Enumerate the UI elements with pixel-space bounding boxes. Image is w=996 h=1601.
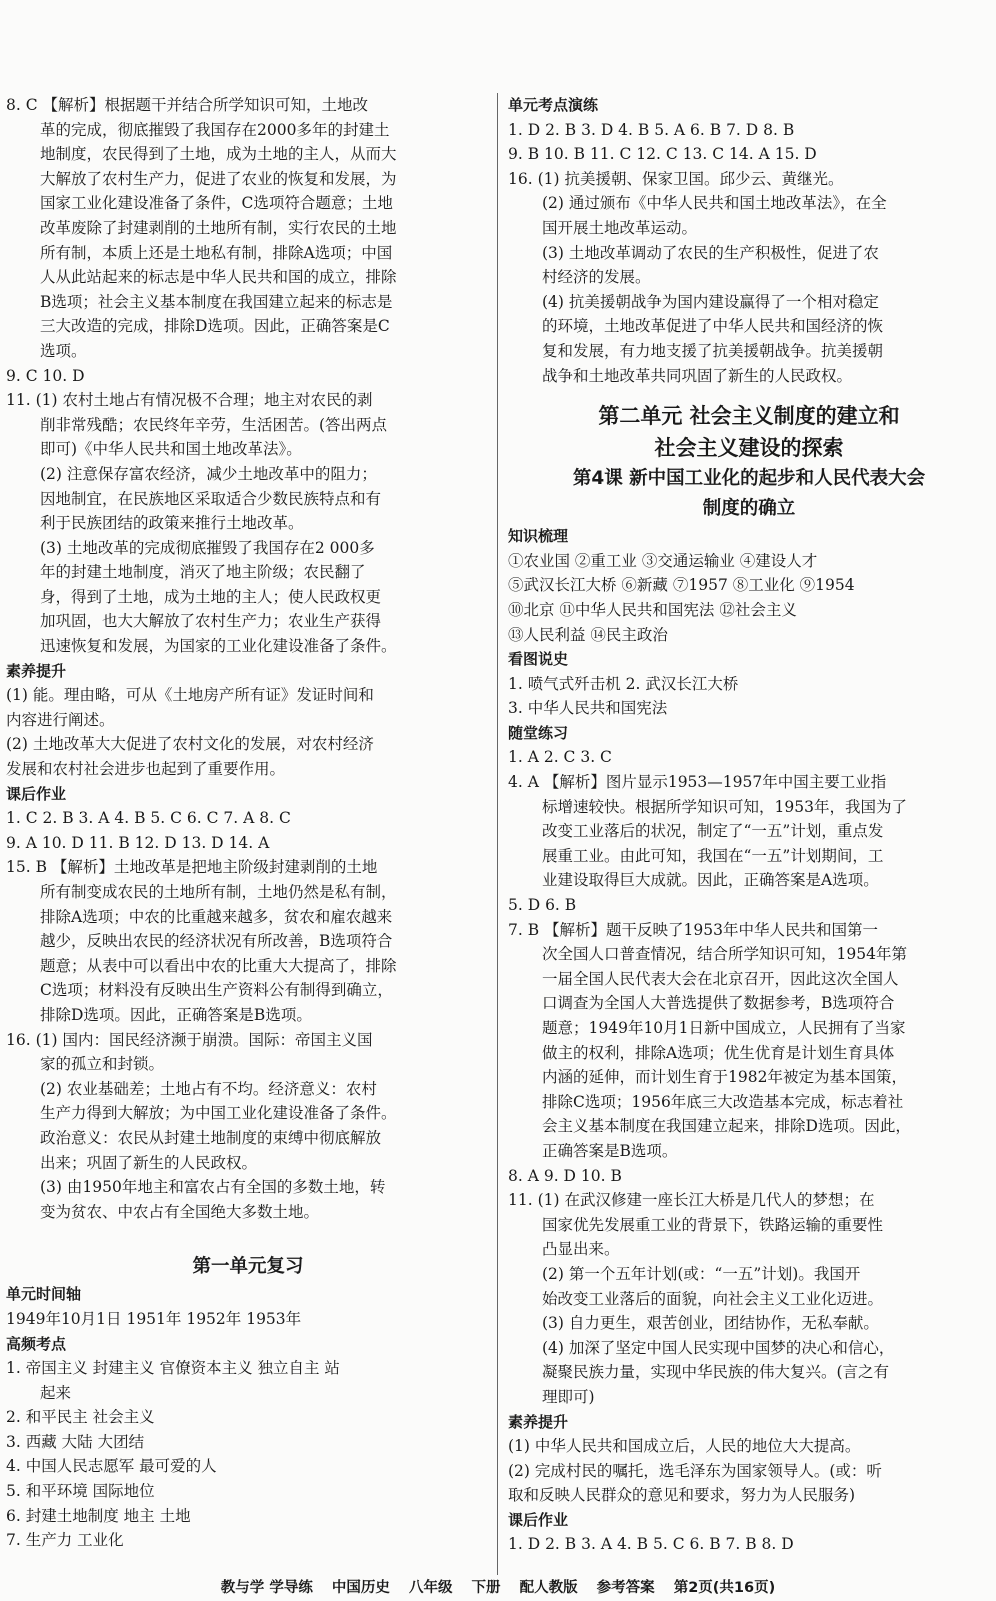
unit-title: 第二单元 社会主义制度的建立和 [598,404,900,429]
text-line: 复和发展，有力地支援了抗美援朝战争。抗美援朝 [542,341,884,360]
text-line: (4) 抗美援朝战争为国内建设赢得了一个相对稳定 [542,292,879,311]
unit-title-line2: 社会主义建设的探索 [654,436,844,461]
text-line: 家的孤立和封锁。 [40,1055,165,1074]
text-line: (3) 土地改革调动了农民的生产积极性，促进了农 [542,243,879,262]
text-line: ⑬人民利益 ⑭民主政治 [508,625,668,644]
text-line: 加巩固，也大大解放了农村生产力；农业生产获得 [40,612,382,631]
text-line: 11. (1) 农村土地占有情况极不合理；地主对农民的剥 [6,391,373,410]
section-heading: 高频考点 [6,1334,67,1353]
text-line: 革的完成，彻底摧毁了我国存在2000多年的封建土 [40,120,390,139]
text-line: B选项；社会主义基本制度在我国建立起来的标志是 [40,292,393,311]
text-line: 凝聚民族力量，实现中华民族的伟大复兴。(言之有 [542,1363,890,1382]
footer-grade: 八年级 [408,1580,453,1596]
text-line: 取和反映人民群众的意见和要求，努力为人民服务) [508,1486,856,1505]
text-line: (3) 土地改革的完成彻底摧毁了我国存在2 000多 [40,538,375,557]
text-line: 6. 封建土地制度 地主 土地 [6,1506,191,1525]
text-line: 11. (1) 在武汉修建一座长江大桥是几代人的梦想；在 [508,1191,875,1210]
footer-brand: 教与学 学导练 [220,1580,313,1596]
text-line: 国家优先发展重工业的背景下，铁路运输的重要性 [542,1215,884,1234]
text-line: C选项；材料没有反映出生产资料公有制得到确立， [40,981,393,1000]
text-line: 所有制，本质上还是土地私有制，排除A选项；中国 [40,243,393,262]
text-line: 4. 中国人民志愿军 最可爱的人 [6,1457,217,1476]
section-heading: 知识梳理 [508,527,569,546]
text-line: 身，得到了土地，成为土地的主人；使人民政权更 [40,587,382,606]
text-line: (4) 加深了坚定中国人民实现中国梦的决心和信心， [542,1338,895,1357]
text-line: 越少，反映出农民的经济状况有所改善，B选项符合 [40,932,393,951]
section-heading: 看图说史 [508,650,569,669]
lesson-title-line2: 制度的确立 [702,498,796,520]
text-line: 1. C 2. B 3. A 4. B 5. C 6. C 7. A 8. C [6,809,291,828]
text-line: 理即可) [542,1387,595,1406]
unit-review-title: 第一单元复习 [192,1256,304,1278]
footer-edition: 配人教版 [519,1580,578,1596]
section-heading: 单元时间轴 [6,1285,82,1304]
text-line: 的环境，土地改革促进了中华人民共和国经济的恢 [542,317,884,336]
text-line: (3) 由1950年地主和富农占有全国的多数土地，转 [40,1178,386,1197]
text-line: 5. 和平环境 国际地位 [6,1482,155,1501]
text-line: 会主义基本制度在我国建立起来，排除D选项。因此， [542,1117,911,1136]
footer-subject: 中国历史 [331,1580,390,1596]
text-line: 15. B 【解析】土地改革是把地主阶级封建剥削的土地 [6,858,378,877]
text-line: 9. A 10. D 11. B 12. D 13. D 14. A [6,833,270,852]
text-line: (2) 第一个五年计划(或：“一五”计划)。我国开 [542,1264,861,1283]
text-line: 地制度，农民得到了土地，成为土地的主人，从而大 [40,145,397,164]
text-line: 国家工业化建设准备了条件，C选项符合题意；土地 [40,194,393,213]
text-line: 1. A 2. C 3. C [508,748,612,767]
text-line: 始改变工业落后的面貌，向社会主义工业化迈进。 [542,1289,884,1308]
text-line: 1. D 2. B 3. D 4. B 5. A 6. B 7. D 8. B [508,120,795,139]
text-line: 所有制变成农民的土地所有制，土地仍然是私有制， [40,883,397,901]
text-line: 4. A 【解析】图片显示1953—1957年中国主要工业指 [508,773,887,792]
text-line: 做主的权利，排除A选项；优生优育是计划生育具体 [542,1043,895,1062]
text-line: 7. 生产力 工业化 [6,1531,124,1550]
footer-section: 参考答案 [596,1580,655,1596]
text-line: 人从此站起来的标志是中华人民共和国的成立，排除 [40,268,397,287]
text-line: 2. 和平民主 社会主义 [6,1408,155,1427]
text-line: 1949年10月1日 1951年 1952年 1953年 [6,1309,302,1328]
text-line: 年的封建土地制度，消灭了地主阶级；农民翻了 [40,563,366,582]
text-line: (2) 注意保存富农经济，减少土地改革中的阻力； [40,464,377,483]
section-heading: 随堂练习 [508,723,569,742]
text-line: 1. 帝国主义 封建主义 官僚资本主义 独立自主 站 [6,1359,340,1378]
text-line: 内涵的延伸，而计划生育于1982年被定为基本国策， [542,1068,907,1087]
footer-volume: 下册 [471,1580,501,1596]
text-line: 三大改造的完成，排除D选项。因此，正确答案是C [40,317,390,336]
text-line: 次全国人口普查情况，结合所学知识可知，1954年第 [542,945,907,964]
text-line: ⑩北京 ⑪中华人民共和国宪法 ⑫社会主义 [508,600,797,619]
page-footer [0,1576,996,1601]
text-line: 利于民族团结的政策来推行土地改革。 [40,514,304,533]
text-line: 展重工业。由此可知，我国在“一五”计划期间，工 [542,846,884,865]
lesson-title: 第4课 新中国工业化的起步和人民代表大会 [572,468,926,490]
text-line: 业建设取得巨大成就。因此，正确答案是A选项。 [542,871,879,890]
text-line: 变为贫农、中农占有全国绝大多数土地。 [40,1202,320,1221]
text-line: 国开展土地改革运动。 [542,218,698,237]
text-line: (3) 自力更生，艰苦创业，团结协作，无私奉献。 [542,1314,879,1333]
text-line: 出来；巩固了新生的人民政权。 [40,1153,258,1172]
text-line: ⑤武汉长江大桥 ⑥新藏 ⑦1957 ⑧工业化 ⑨1954 [508,576,855,595]
text-line: 政治意义：农民从封建土地制度的束缚中彻底解放 [40,1128,382,1147]
column-divider [497,93,498,1575]
text-line: 因地制宜，在民族地区采取适合少数民族特点和有 [40,489,382,508]
text-line: 改革废除了封建剥削的土地所有制，实行农民的土地 [40,218,397,237]
text-line: 村经济的发展。 [542,268,651,287]
text-line: 排除A选项；中农的比重越来越多，贫农和雇农越来 [40,907,393,926]
text-line: 3. 西藏 大陆 大团结 [6,1432,145,1451]
text-line: 5. D 6. B [508,896,577,915]
text-line: 削非常残酷；农民终年辛劳，生活困苦。(答出两点 [40,415,388,434]
text-line: 排除C选项；1956年底三大改造基本完成，标志着社 [542,1092,904,1111]
text-line: 凸显出来。 [542,1240,620,1259]
text-line: 8. A 9. D 10. B [508,1166,622,1185]
section-heading: 课后作业 [508,1510,569,1529]
text-line: 即可)《中华人民共和国土地改革法》。 [40,440,302,459]
text-line: 内容进行阐述。 [6,710,115,729]
section-heading: 素养提升 [508,1412,569,1431]
text-line: 大解放了农村生产力，促进了农业的恢复和发展，为 [40,169,397,188]
text-line: 16. (1) 国内：国民经济濒于崩溃。国际：帝国主义国 [6,1030,373,1049]
text-line: 题意；1949年10月1日新中国成立，人民拥有了当家 [542,1019,906,1037]
text-line: 选项。 [40,341,87,360]
text-line: 改变工业落后的状况，制定了“一五”计划，重点发 [542,822,884,841]
text-line: 标增速较快。根据所学知识可知，1953年，我国为了 [542,797,907,816]
text-line: 口调查为全国人大普选提供了数据参考，B选项符合 [542,994,895,1013]
text-line: 迅速恢复和发展，为国家的工业化建设准备了条件。 [40,637,397,656]
text-line: 3. 中华人民共和国宪法 [508,699,668,718]
text-line: 正确答案是B选项。 [542,1141,678,1160]
right-column [508,93,990,1557]
text-line: 题意；从表中可以看出中农的比重大大提高了，排除 [40,956,397,975]
section-heading: 单元考点演练 [508,96,599,114]
text-line: 8. C 【解析】根据题干并结合所学知识可知，土地改 [6,96,369,114]
text-line: 起来 [40,1383,72,1402]
section-heading: 课后作业 [6,784,67,803]
text-line: 9. B 10. B 11. C 12. C 13. C 14. A 15. D [508,145,817,164]
text-line: 战争和土地改革共同巩固了新生的人民政权。 [542,366,853,385]
text-line: 7. B 【解析】题干反映了1953年中华人民共和国第一 [508,920,878,939]
text-line: (1) 中华人民共和国成立后，人民的地位大大提高。 [508,1437,861,1456]
text-line: 9. C 10. D [6,366,85,385]
left-column [6,93,490,1553]
footer-page-number: 第2页(共16页) [673,1580,776,1596]
text-line: (2) 通过颁布《中华人民共和国土地改革法》，在全 [542,194,887,213]
section-heading: 素养提升 [6,661,67,680]
text-line: 生产力得到大解放；为中国工业化建设准备了条件。 [40,1104,397,1123]
text-line: (2) 完成村民的嘱托，选毛泽东为国家领导人。(或：听 [508,1461,882,1480]
text-line: 发展和农村社会进步也起到了重要作用。 [6,760,286,779]
text-line: (1) 能。理由略，可从《土地房产所有证》发证时间和 [6,686,374,705]
text-line: 排除D选项。因此，正确答案是B选项。 [40,1005,312,1024]
text-line: (2) 农业基础差；土地占有不均。经济意义：农村 [40,1079,377,1098]
text-line: (2) 土地改革大大促进了农村文化的发展，对农村经济 [6,735,374,754]
text-line: ①农业国 ②重工业 ③交通运输业 ④建设人才 [508,551,818,570]
text-line: 1. D 2. B 3. A 4. B 5. C 6. B 7. B 8. D [508,1535,794,1554]
text-line: 一届全国人民代表大会在北京召开，因此这次全国人 [542,969,899,988]
text-line: 16. (1) 抗美援朝、保家卫国。邱少云、黄继光。 [508,169,844,188]
text-line: 1. 喷气式歼击机 2. 武汉长江大桥 [508,674,739,693]
